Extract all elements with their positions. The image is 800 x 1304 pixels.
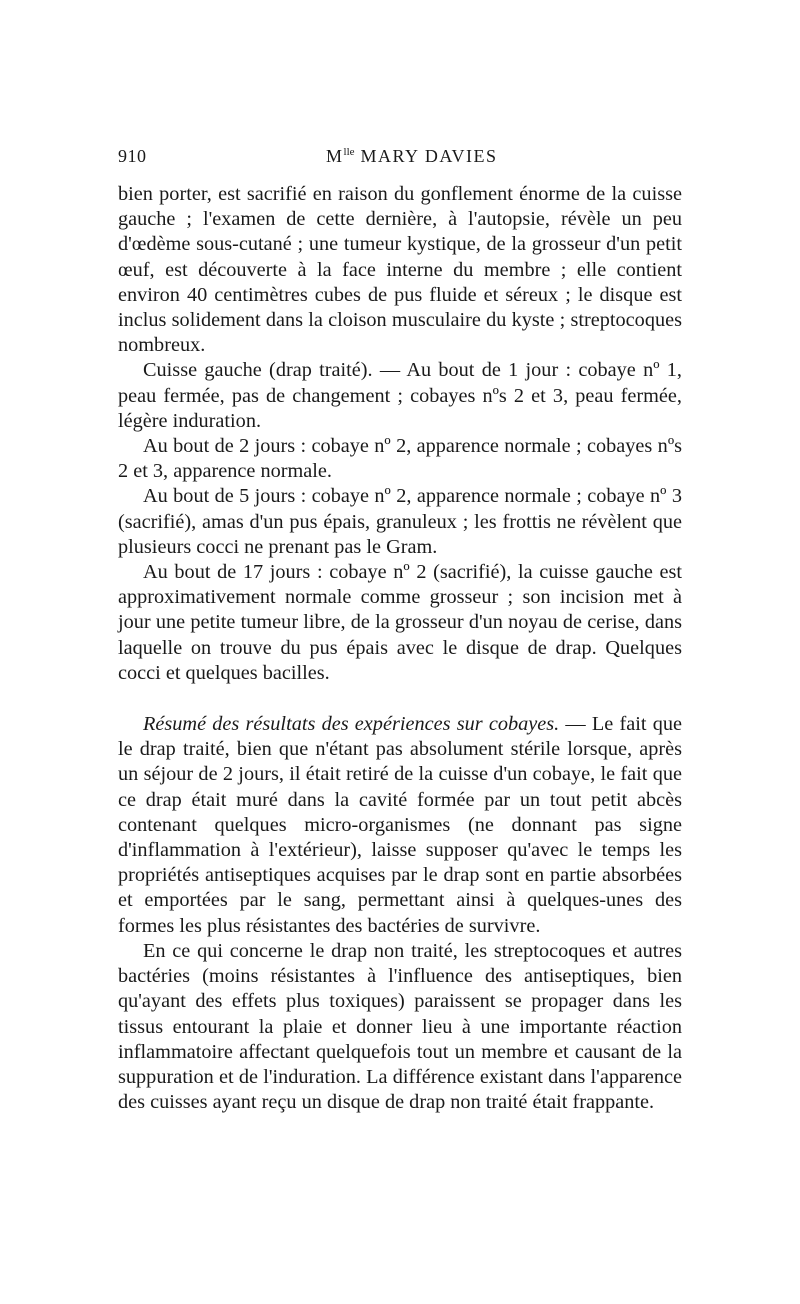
paragraph-continuation: bien porter, est sacrifié en raison du gonflement énorme de la cuisse gauche ; l'examen de cette dernière, à l'autopsie, révèle un peu d'œdème sous-cutané ; une tumeur kystique, de la grosseur d'un petit œuf, est découverte à la face interne du membre ; elle contient environ 40 centimètres cubes de pus fluide et séreux ; le disque est inclus solidement dans la cloison musculaire du kyste ; streptocoques nombreux. <box>118 183 682 357</box>
resume-heading: Résumé des résultats des expériences sur cobayes. <box>143 713 560 736</box>
page <box>118 146 682 1115</box>
running-title <box>326 146 498 167</box>
paragraph-5-jours: Au bout de 5 jours : cobaye nº 2, apparence normale ; cobaye nº 3 (sacrifié), amas d'un pus épais, granuleux ; les frottis ne révèlent que plusieurs cocci ne prenant pas le Gram. <box>118 485 682 558</box>
body-text <box>118 182 682 1115</box>
title-prefix: M <box>326 146 344 166</box>
paragraph-17-jours: Au bout de 17 jours : cobaye nº 2 (sacrifié), la cuisse gauche est approximativement normale comme grosseur ; son incision met à jour une petite tumeur libre, de la grosseur d'un noyau de cerise, dans laquelle on trouve du pus épais avec le disque de drap. Quelques cocci et quelques bacilles. <box>118 561 682 684</box>
title-superscript: lle <box>343 146 355 158</box>
resume-text: — Le fait que le drap traité, bien que n'étant pas absolument stérile lorsque, après un séjour de 2 jours, il était retiré de la cuisse d'un cobaye, le fait que ce drap était muré dans la cavité formée par un tout petit abcès contenant quelques micro-organismes (ne donnant pas signe d'inflammation à l'extérieur), laisse supposer qu'avec le temps les propriétés antiseptiques acquises par le drap sont en partie absorbées et emportées par le sang, permettant ainsi à quelques-unes des formes les plus résistantes des bactéries de survivre. <box>118 713 682 937</box>
paragraph-cuisse-gauche: Cuisse gauche (drap traité). — Au bout de 1 jour : cobaye nº 1, peau fermée, pas de changement ; cobayes nºs 2 et 3, peau fermée, légère induration. <box>118 359 682 432</box>
paragraph-2-jours: Au bout de 2 jours : cobaye nº 2, apparence normale ; cobayes nºs 2 et 3, apparence normale. <box>118 435 682 483</box>
page-number: 910 <box>118 146 147 166</box>
title-rest: MARY DAVIES <box>354 146 498 166</box>
paragraph-resume <box>118 712 682 939</box>
running-head <box>118 146 682 174</box>
paragraph-drap-non-traite: En ce qui concerne le drap non traité, les streptocoques et autres bactéries (moins résistantes à l'influence des antiseptiques, bien qu'ayant des effets plus toxiques) paraissent se propager dans les tissus entourant la plaie et donner lieu à une importante réaction inflammatoire affectant quelquefois tout un membre et causant de la suppuration et de l'induration. La différence existant dans l'apparence des cuisses ayant reçu un disque de drap non traité était frappante. <box>118 939 682 1114</box>
